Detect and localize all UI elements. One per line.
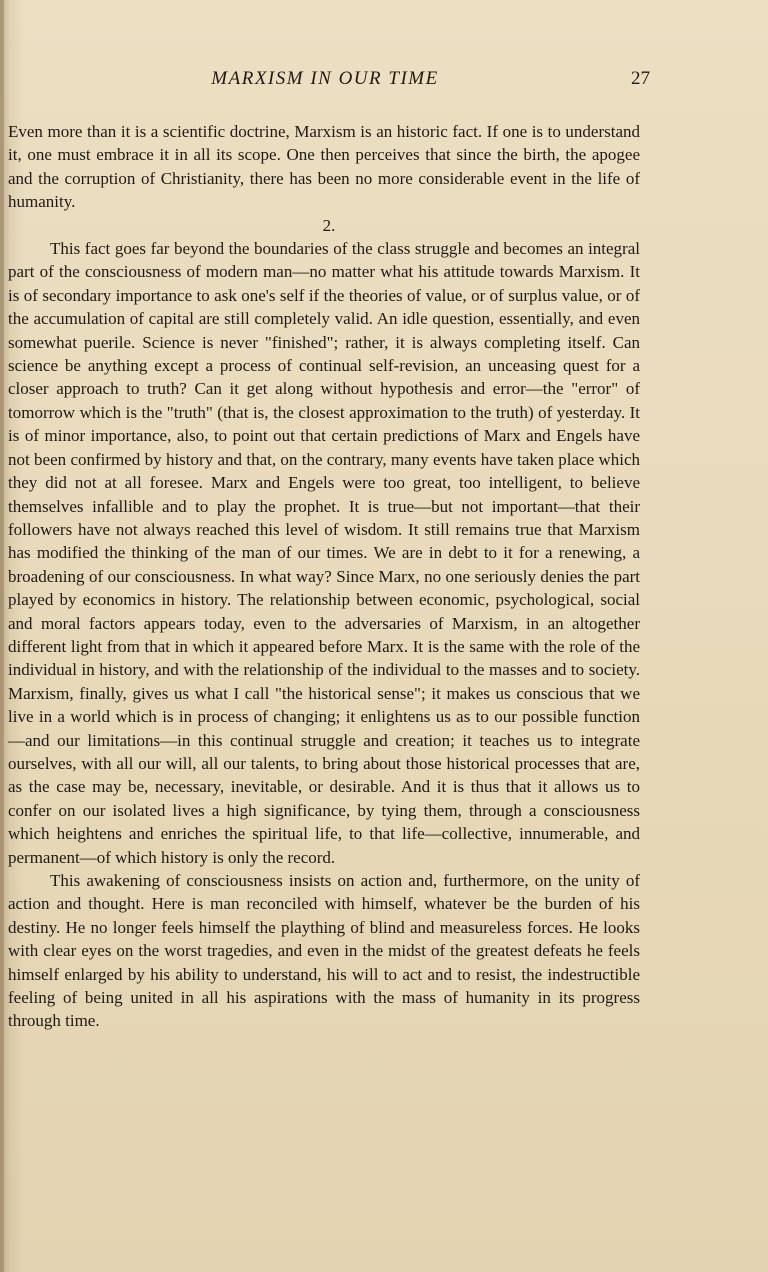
paragraph-1: Even more than it is a scientific doctrine, Marxism is an historic fact. If one is to understand it, one must embrace it in all its scope. One then perceives that since the birth, the apogee and the corruption of Christianity, there has been no more considerable event in the life of humanity. [8, 122, 640, 212]
body-text [8, 120, 640, 1033]
paragraph-2: This fact goes far beyond the boundaries of the class struggle and becomes an integral part of the consciousness of modern man—no matter what his attitude towards Marxism. It is of secondary importance to ask one's self if the theories of value, or of surplus value, or of the accumulation of capital are still completely valid. An idle question, essentially, and even somewhat puerile. Science is never "finished"; rather, it is always completing itself. Can science be anything except a process of continual self-revision, an unceasing quest for a closer approach to truth? Can it get along without hypothesis and error—the "error" of tomorrow which is the "truth" (that is, the closest approximation to the truth) of yesterday. It is of minor importance, also, to point out that certain predictions of Marx and Engels have not been confirmed by history and that, on the contrary, many events have taken place which they did not at all foresee. Marx and Engels were too great, too intelligent, to believe themselves infallible and to play the prophet. It is true—but not important—that their followers have not always reached this level of wisdom. It still remains true that Marxism has modified the thinking of the man of our times. We are in debt to it for a renewing, a broadening of our consciousness. In what way? Since Marx, no one seriously denies the part played by economics in history. The relationship between economic, psychological, social and moral factors appears today, even to the adversaries of Marxism, in an altogether different light from that in which it appeared before Marx. It is the same with the role of the individual in history, and with the relationship of the individual to the masses and to society. Marxism, finally, gives us what I call "the historical sense"; it makes us conscious that we live in a world which is in process of changing; it enlightens us as to our possible function —and our limitations—in this continual struggle and creation; it teaches us to integrate ourselves, with all our will, all our talents, to bring about those historical processes that are, as the case may be, necessary, inevitable, or desirable. And it is thus that it allows us to confer on our isolated lives a high significance, by tying them, through a consciousness which heightens and enriches the spiritual life, to that life—collective, innumerable, and permanent—of which history is only the record. [8, 239, 640, 867]
paragraph-3: This awakening of consciousness insists on action and, furthermore, on the unity of action and thought. Here is man reconciled with himself, whatever be the burden of his destiny. He no longer feels himself the plaything of blind and measureless forces. He looks with clear eyes on the worst tragedies, and even in the midst of the greatest defeats he feels himself enlarged by his ability to understand, his will to act and to resist, the indestructible feeling of being united in all his aspirations with the mass of humanity in its progress through time. [8, 871, 640, 1031]
running-head: MARXISM IN OUR TIME [211, 68, 439, 89]
page-binding-edge [0, 0, 4, 1272]
page-header [0, 68, 768, 98]
section-number: 2. [322, 215, 336, 235]
page-number: 27 [631, 68, 650, 89]
